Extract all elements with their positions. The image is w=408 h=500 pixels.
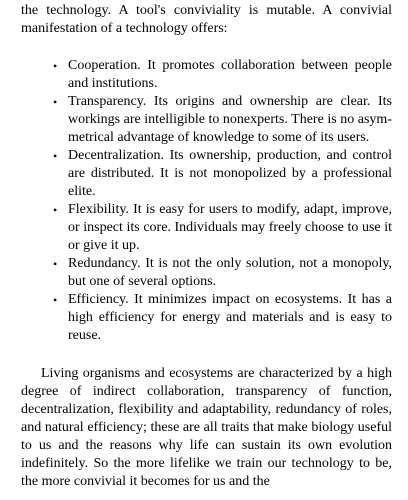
feature-flexibility: Flexibility. It is easy for users to modify, adapt, improve, or inspect its core. Individuals may freely choose to use it or give it up. [68, 202, 392, 253]
intro-paragraph: the technology. A tool's conviviality is mutable. A convivial manifestation of a technology offers: [21, 3, 392, 36]
list-item [53, 201, 392, 255]
conviviality-feature-list [21, 57, 392, 345]
list-item [53, 255, 392, 291]
closing-paragraph: Living organisms and ecosystems are characterized by a high degree of indirect collaboration, transparency of function, decentralization, flexibility and adaptability, redundancy of roles, and natural efficiency; these are all traits that make biology useful to us and the reasons why life can sustain its own evolution indefinitely. So the more lifelike we train our technology to be, the more convivial it becomes for us and the [21, 366, 392, 489]
list-item [53, 291, 392, 345]
bullet-icon: • [53, 257, 58, 271]
paragraph-spacer [21, 345, 392, 365]
bullet-icon: • [53, 293, 58, 307]
feature-efficiency: Efficiency. It minimizes impact on ecosystems. It has a high efficiency for energy and materials and is easy to reuse. [68, 292, 392, 343]
list-item [53, 147, 392, 201]
feature-redundancy: Redundancy. It is not the only solution, not a monopoly, but one of several options. [68, 256, 392, 289]
bullet-icon: • [53, 203, 58, 217]
bullet-icon: • [53, 149, 58, 163]
feature-decentralization: Decentralization. Its ownership, production, and control are distributed. It is not monopolized by a professional elite. [68, 148, 392, 199]
feature-transparency: Transparency. Its origins and ownership are clear. Its workings are intelligible to nonexperts. There is no asymmetrical advantage of knowledge to some of its users. [68, 94, 392, 145]
bullet-icon: • [53, 95, 58, 109]
list-item [53, 57, 392, 93]
bullet-icon: • [53, 59, 58, 73]
list-item [53, 93, 392, 147]
feature-cooperation: Cooperation. It promotes collaboration between people and institutions. [68, 58, 392, 91]
